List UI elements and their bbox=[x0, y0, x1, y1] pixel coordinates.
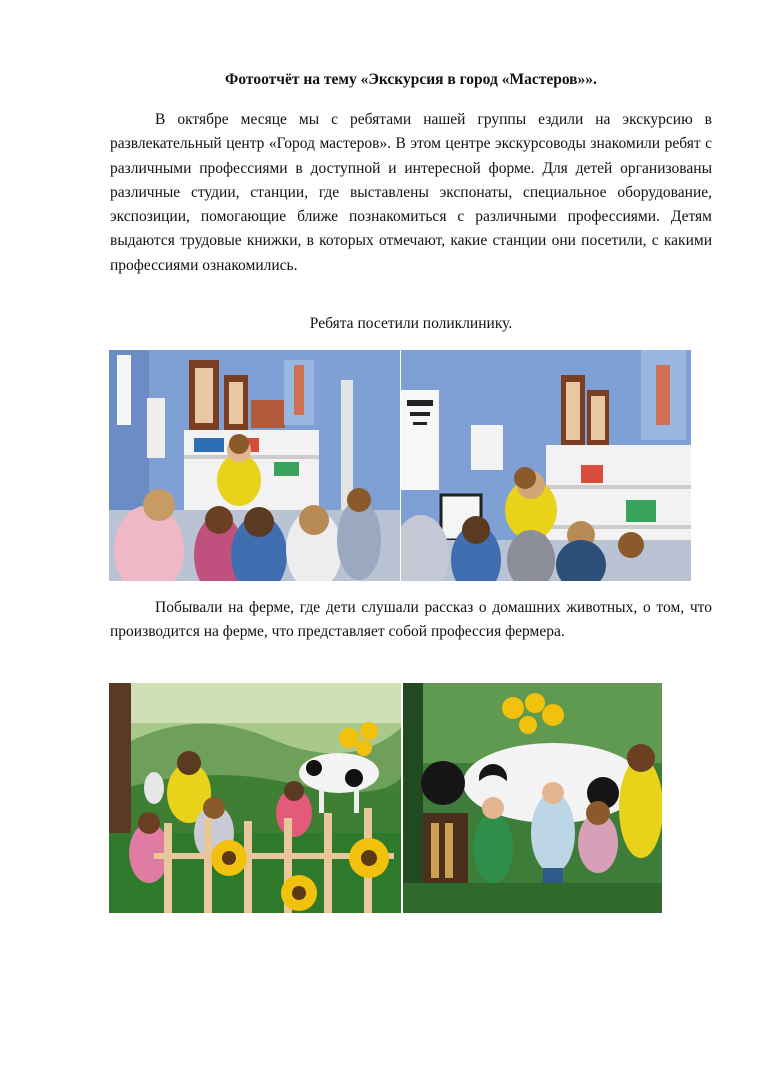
farm-photo-left bbox=[109, 683, 401, 913]
farm-paragraph: Побывали на ферме, где дети слушали рассказ о домашних животных, о том, что производится на ферме, что представляет собой профессия фермера. bbox=[110, 599, 712, 641]
farm-photo-right bbox=[403, 683, 662, 913]
clinic-photo-right bbox=[401, 350, 691, 581]
clinic-caption: Ребята посетили поликлинику. bbox=[309, 315, 513, 332]
intro-paragraph: В октябре месяце мы с ребятами нашей группы ездили на экскурсию в развлекательный центр «Город мастеров». В этом центре экскурсоводы знакомили ребят с различными профессиями в доступной и интересной форме. Для детей организованы различные студии, станции, где выставлены экспонаты, специальное оборудование, экспозиции, помогающие ближе познакомиться с различными профессиями. Детям выдаются трудовые книжки, в которых отмечают, какие станции они посетили, с какими профессиями ознакомились. bbox=[110, 111, 712, 274]
page-title: Фотоотчёт на тему «Экскурсия в город «Мастеров»». bbox=[225, 71, 597, 88]
clinic-photo-left bbox=[109, 350, 400, 581]
